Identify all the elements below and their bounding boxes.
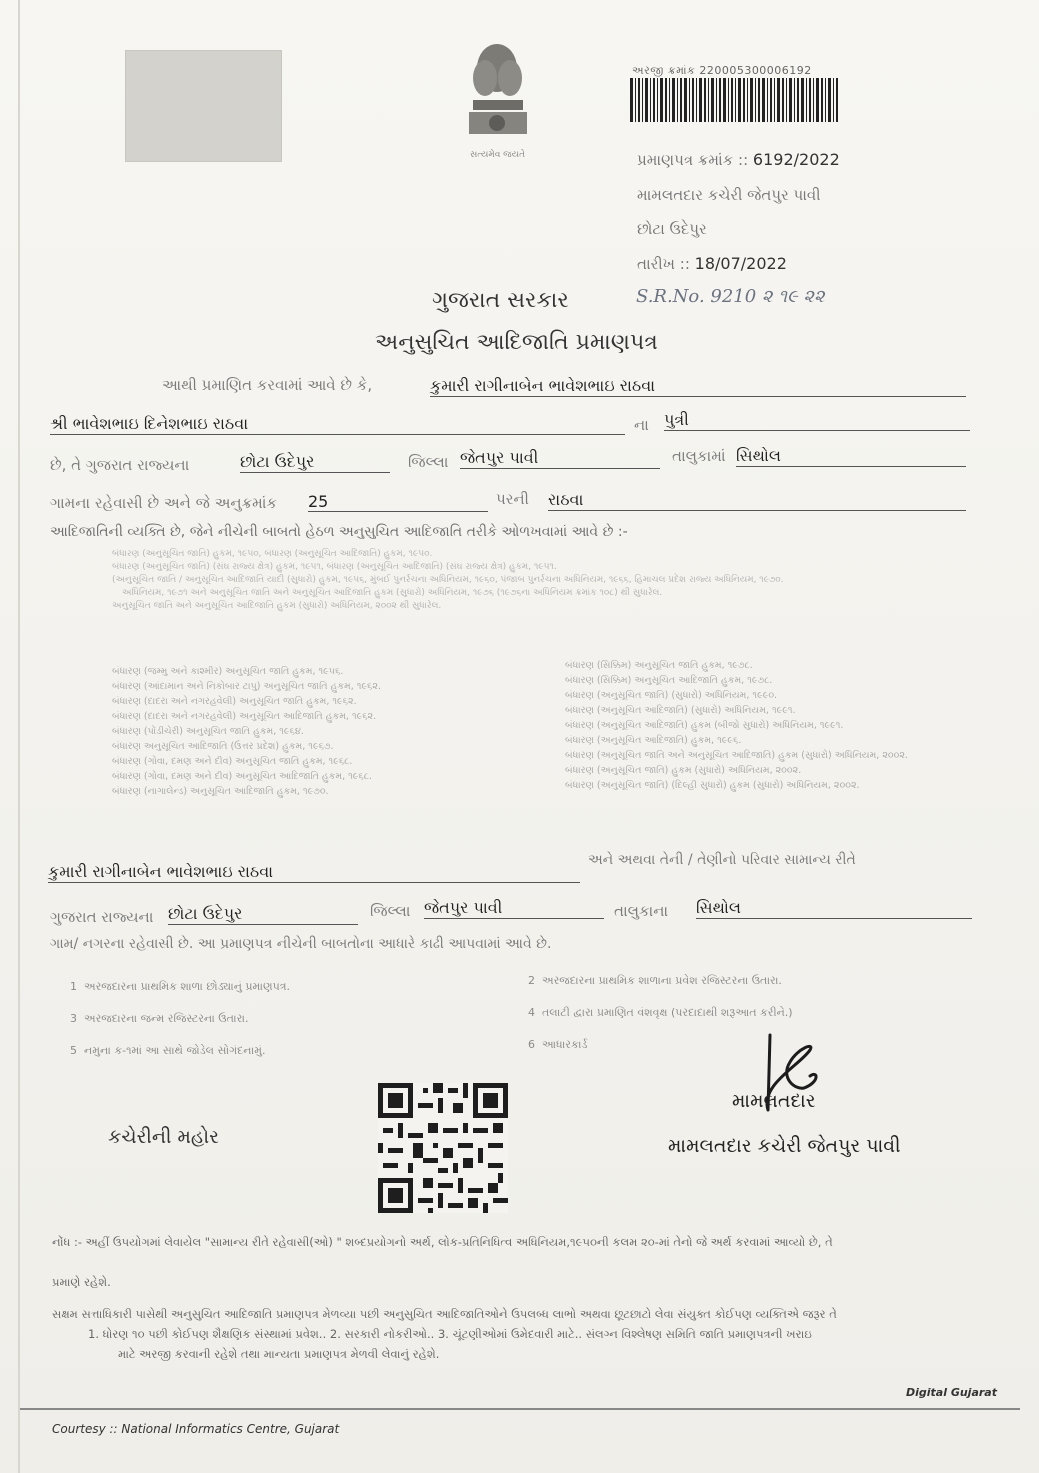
national-emblem-icon [455,38,540,148]
courtesy-text: Courtesy :: National Informatics Centre, Gujarat [52,1422,340,1436]
note-line: માટે અરજી કરવાની રહેશે તથા માન્યતા પ્રમાણપત્ર મેળવી લેવાનું રહેશે. [118,1347,440,1361]
taluka-value-2: જેતપુર પાવી [424,898,604,919]
date-row: તારીખ :: 18/07/2022 [637,254,787,273]
taluka-value: જેતપુર પાવી [460,448,660,469]
village-value: સિથોલ [736,446,966,467]
document-item: 4 તલાટી દ્વારા પ્રમાણિત વંશવૃક્ષ (પરદાદાથી શરૂઆત કરીને.) [528,1006,793,1019]
district-value-2: છોટા ઉદેપુર [168,904,358,925]
caste-value: રાઠવા [548,490,966,511]
orders-paragraph: બંધારણ (અનુસૂચિત જાતિ) હુકમ, ૧૯૫૦, બંધારણ (અનુસૂચિત આદિજાતિ) હુકમ, ૧૯૫૦. બંધારણ (અનુસૂચિત જાતિ) (સંઘ રાજ્ય ક્ષેત્ર) હુકમ, ૧૯૫૧, બંધારણ (અનુસૂચિત આદિજાતિ) (સંઘ રાજ્ય ક્ષેત્ર) હુકમ, ૧૯૫૧. (અનુસૂચિત જાતિ / અનુસૂચિત આદિજાતિ યાદી (સુધારો) હુકમ, ૧૯૫૬, મુંબઈ પુનર્રચના અધિનિયમ, ૧૯૬૦, પંજાબ પુનર્રચના અધિનિયમ, ૧૯૬૬, હિમાચલ પ્રદેશ રાજ્ય અધિનિયમ, ૧૯૭૦. અધિનિયમ, ૧૯૭૧ અને અનુસૂચિત જાતિ અને અનુસૂચિત આદિજાતિ હુકમ (સુધારો) અધિનિયમ, ૧૯૭૬ (૧૯૭૬ના અધિનિયમ ક્રમાંક ૧૦૮) થી સુધારેલ. અનુસૂચિત જાતિ અને અનુસૂચિત આદિજાતિ હુકમ (સુધારો) અધિનિયમ, ૨૦૦૨ થી સુધારેલ. [112,549,784,611]
taluka-label: જિલ્લા [408,453,449,471]
document-item: 5 નમુના ક-૧માં આ સાથે જોડેલ સોગંદનામું. [70,1044,266,1057]
note-line: 1. ધોરણ ૧૦ પછી કોઈપણ શૈક્ષણિક સંસ્થામાં પ્રવેશ.. 2. સરકારી નોકરીઓ.. 3. ચૂંટણીઓમાં ઉમેદવારી માટે.. સંલગ્ન વિશ્લેષણ સમિતિ જાતિ પ્રમાણપત્રની ખરાઇ [88,1327,812,1341]
village-label-2: તાલુકાના [614,902,669,920]
handwritten-reference: S.R.No. 9210 ૨ ૧૯ ૨૨ [636,286,825,307]
government-title: ગુજરાત સરકાર [432,288,569,313]
footer-divider [20,1408,1020,1410]
document-item: 1 અરજદારના પ્રાથમિક શાળા છોડ્યાનું પ્રમાણપત્ર. [70,980,290,993]
document-item: 6 આધારકાર્ડ [528,1038,588,1051]
signatory-title: મામલતદાર [732,1090,816,1112]
orders-left-column: બંધારણ (જમ્મુ અને કાશ્મીર) અનુસૂચિત જાતિ હુકમ, ૧૯૫૬. બંધારણ (આંદામાન અને નિકોબાર ટાપુ) અનુસૂચિત જાતિ હુકમ, ૧૯૬૨. બંધારણ (દાદરા અને નગરહવેલી) અનુસૂચિત જાતિ હુકમ, ૧૯૬૨. બંધારણ (દાદરા અને નગરહવેલી) અનુસૂચિત આદિજાતિ હુકમ, ૧૯૬૨. બંધારણ (પોંડીચેરી) અનુસૂચિત જાતિ હુકમ, ૧૯૬૪. બંધારણ અનુસૂચિત આદિજાતિ (ઉત્તર પ્રદેશ) હુકમ, ૧૯૬૭. બંધારણ (ગોવા, દમણ અને દીવ) અનુસૂચિત જાતિ હુકમ, ૧૯૬૮. બંધારણ (ગોવા, દમણ અને દીવ) અનુસૂચિત આદિજાતિ હુકમ, ૧૯૬૮. બંધારણ (નાગાલેન્ડ) અનુસૂચિત આદિજાતિ હુકમ, ૧૯૭૦. [112,666,381,797]
village-label: તાલુકામાં [672,447,726,465]
office-line2: છોટા ઉદેપુર [637,220,707,238]
digital-gujarat-label: Digital Gujarat [906,1386,997,1399]
application-number: અરજી ક્રમાંક 220005300006192 [632,64,812,77]
note-line: પ્રમાણે રહેશે. [52,1275,111,1289]
family-name: કુમારી રાગીનાબેન ભાવેશભાઇ રાઠવા [48,862,580,883]
relation-value: પુત્રી [664,410,970,431]
taluka-label-2: જિલ્લા [370,902,411,920]
issued-statement: ગામ/ નગરના રહેવાસી છે. આ પ્રમાણપત્ર નીચેની બાબતોના આધારે કાઢી આપવામાં આવે છે. [50,936,552,952]
page-edge [18,0,20,1473]
tribe-statement: આદિજાતિની વ્યક્તિ છે, જેને નીચેની બાબતો હેઠળ અનુસુચિત આદિજાતિ તરીકે ઓળખવામાં આવે છે :- [50,524,628,540]
document-item: 3 અરજદારના જન્મ રજિસ્ટરના ઉતારા. [70,1012,249,1025]
office-seal-label: કચેરીની મહોર [108,1126,219,1148]
resident-label: ગામના રહેવાસી છે અને જે અનુક્રમાંક [50,494,278,512]
caste-label: પરની [496,490,529,508]
certificate-number-row: પ્રમાણપત્ર ક્રમાંક :: 6192/2022 [637,150,840,169]
relation-label: ના [634,416,649,434]
barcode-icon [630,78,838,122]
village-value-2: સિથોલ [696,898,972,919]
orders-right-column: બંધારણ (સિક્કિમ) અનુસૂચિત જાતિ હુકમ, ૧૯૭૮. બંધારણ (સિક્કિમ) અનુસૂચિત આદિજાતિ હુકમ, ૧૯૭૮. બંધારણ (અનુસૂચિત જાતિ) (સુધારો) અધિનિયમ, ૧૯૯૦. બંધારણ (અનુસૂચિત આદિજાતિ) (સુધારો) અધિનિયમ, ૧૯૯૧. બંધારણ (અનુસૂચિત આદિજાતિ) હુકમ (બીજો સુધારો) અધિનિયમ, ૧૯૯૧. બંધારણ (અનુસૂચિત આદિજાતિ) હુકમ, ૧૯૯૬. બંધારણ (અનુસૂચિત જાતિ અને અનુસૂચિત આદિજાતિ) હુકમ (સુધારો) અધિનિયમ, ૨૦૦૨. બંધારણ (અનુસૂચિત જાતિ) હુકમ (સુધારો) અધિનિયમ, ૨૦૦૨. બંધારણ (અનુસૂચિત જાતિ) (દિલ્હી સુધારો) હુકમ (સુધારો) અધિનિયમ, ૨૦૦૨. [565,660,908,791]
state-label-2: ગુજરાત રાજ્યના [50,908,154,926]
state-label: છે, તે ગુજરાત રાજ્યના [50,456,190,474]
qr-code-icon [378,1083,508,1213]
emblem-caption: સત્યમેવ જયતે [469,150,526,160]
note-line: સક્ષમ સત્તાધિકારી પાસેથી અનુસુચિત આદિજાતિ પ્રમાણપત્ર મેળવ્યા પછી અનુસુચિત આદિજાતિઓને ઉપલબ્ધ લાભો અથવા છૂટછાટો લેવા સંયુક્ત કોઈપણ વ્યક્તિએ જરૂર તે [52,1307,837,1321]
district-value: છોટા ઉદેપુર [240,452,390,473]
signatory-office: મામલતદાર કચેરી જેતપુર પાવી [668,1135,901,1157]
office-line1: મામલતદાર કચેરી જેતપુર પાવી [637,186,821,204]
applicant-name: કુમારી રાગીનાબેન ભાવેશભાઇ રાઠવા [430,376,966,397]
serial-number: 25 [308,492,488,512]
certificate-title: અનુસુચિત આદિજાતિ પ્રમાણપત્ર [375,330,658,355]
note-line: નોંધ :- અહીં ઉપયોગમાં લેવાયેલ "સામાન્ય રીતે રહેવાસી(ઓ) " શબ્દપ્રયોગનો અર્થ, લોક-પ્રતિનિધિત્વ અધિનિયમ,૧૯૫૦ની કલમ ૨૦-માં તેનો જે અર્થ કરવામાં આવ્યો છે, તે [52,1235,833,1249]
applicant-photo [125,50,282,162]
document-item: 2 અરજદારના પ્રાથમિક શાળાના પ્રવેશ રજિસ્ટરના ઉતારા. [528,974,782,987]
father-name: શ્રી ભાવેશભાઇ દિનેશભાઇ રાઠવા [50,414,625,435]
certify-label: આથી પ્રમાણિત કરવામાં આવે છે કે, [162,376,373,394]
family-label: અને અથવા તેની / તેણીનો પરિવાર સામાન્ય રીતે [588,852,856,868]
